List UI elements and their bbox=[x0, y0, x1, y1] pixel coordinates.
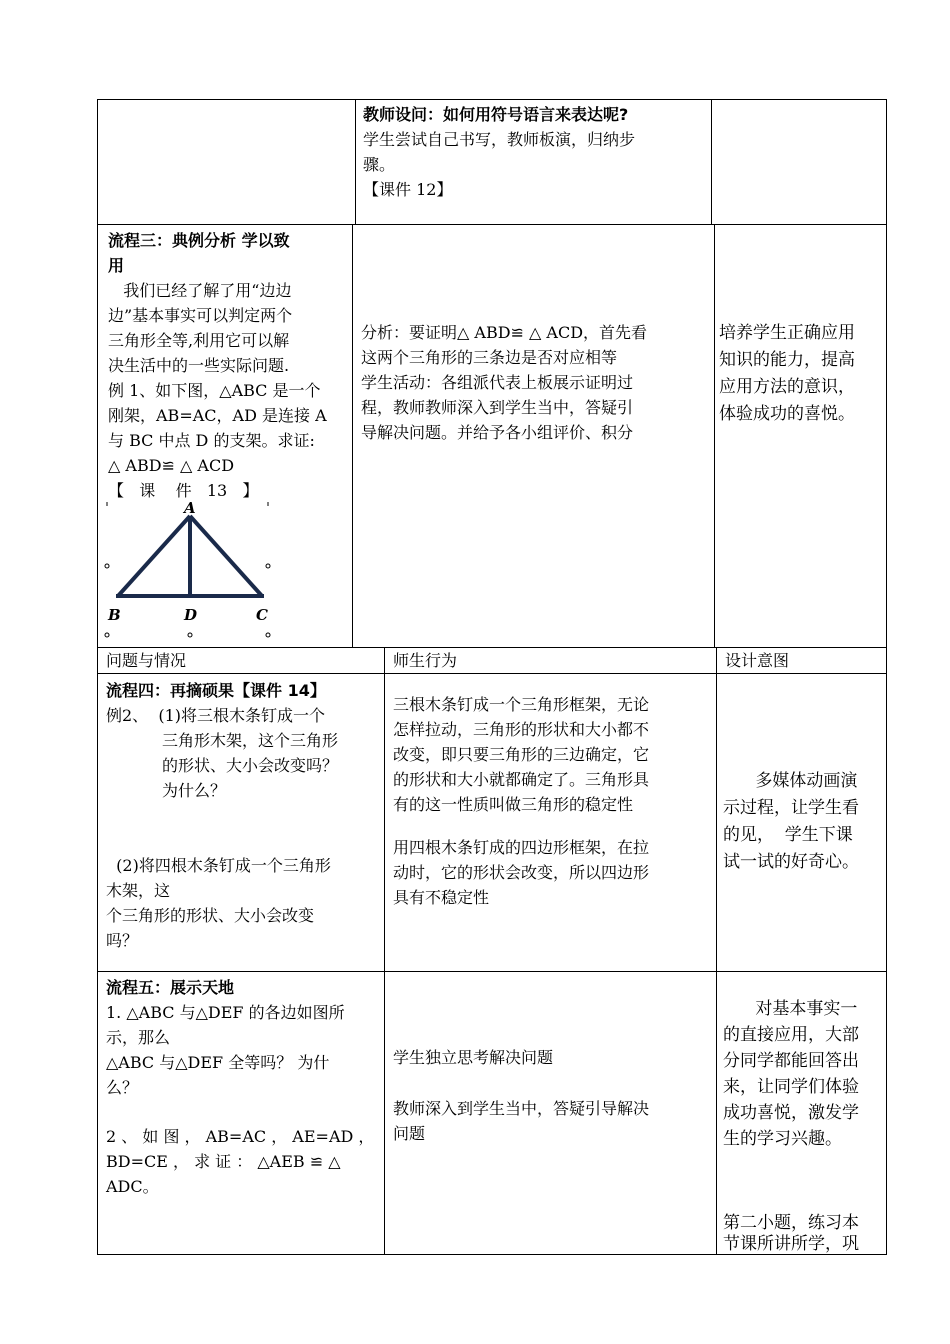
text-line: 用四根木条钉成的四边形框架，在拉 bbox=[393, 838, 650, 857]
label-d: D bbox=[184, 606, 198, 624]
col-separator bbox=[716, 647, 717, 1254]
text-line: 边”基本事实可以判定两个 bbox=[108, 306, 293, 325]
edge-ac bbox=[190, 516, 262, 596]
col-separator bbox=[714, 224, 715, 647]
handle-dot bbox=[105, 633, 109, 637]
courseware-ref: 【课件 12】 bbox=[363, 180, 453, 199]
triangle-figure bbox=[104, 496, 284, 642]
text-line: 与 BC 中点 D 的支架。求证: bbox=[108, 431, 315, 450]
text-line: 示过程，让学生看 bbox=[723, 798, 859, 818]
text-line: 的形状和大小就都确定了。三角形具 bbox=[393, 770, 650, 789]
text-line: 具有不稳定性 bbox=[393, 888, 490, 907]
text-line: 体验成功的喜悦。 bbox=[719, 404, 855, 424]
text-line: 来，让同学们体验 bbox=[723, 1077, 859, 1097]
text-line: 多媒体动画演 bbox=[723, 771, 858, 791]
text-line: 知识的能力，提高 bbox=[719, 350, 855, 370]
text-line: 应用方法的意识， bbox=[719, 377, 855, 397]
row4-mid-cell bbox=[385, 1043, 716, 1146]
text-line: 改变，即只要三角形的三边确定，它 bbox=[393, 745, 650, 764]
header-cell-behavior: 师生行为 bbox=[393, 651, 458, 670]
label-c: C bbox=[256, 606, 268, 624]
text-line: 决生活中的一些实际问题. bbox=[108, 356, 290, 375]
header-cell-situation: 问题与情况 bbox=[106, 651, 187, 670]
text-line: 示，那么 bbox=[106, 1028, 171, 1047]
text-line: 木架，这 bbox=[106, 881, 171, 900]
text-line: 的直接应用，大部 bbox=[723, 1025, 859, 1045]
text-line: ADC。 bbox=[106, 1177, 159, 1196]
row3-mid-cell bbox=[385, 690, 716, 910]
proof-goal: △ ABD≌ △ ACD bbox=[108, 456, 235, 475]
text-line: 学生独立思考解决问题 bbox=[393, 1048, 554, 1067]
text-line: 吗？ bbox=[106, 931, 139, 950]
row4-left-cell bbox=[98, 973, 384, 1199]
text-line: 问题 bbox=[393, 1124, 426, 1143]
row1-mid-cell bbox=[355, 100, 711, 202]
handle-dot bbox=[266, 633, 270, 637]
question-1: 1. △ABC 与△DEF 的各边如图所 bbox=[106, 1003, 345, 1022]
row-separator bbox=[97, 224, 887, 225]
row4-right-tail bbox=[717, 1211, 886, 1255]
text-line: 我们已经了解了用“边边 bbox=[108, 281, 292, 300]
row2-right-cell bbox=[715, 318, 886, 428]
table-border-right bbox=[886, 99, 887, 1255]
text-line: 试一试的好奇心。 bbox=[723, 852, 859, 872]
label-a: A bbox=[184, 499, 196, 517]
text-line: 为什么？ bbox=[162, 781, 227, 800]
text-line: 培养学生正确应用 bbox=[719, 323, 855, 343]
flow3-heading: 流程三：典例分析 学以致 bbox=[108, 231, 290, 250]
text-line: 三根木条钉成一个三角形框架，无论 bbox=[393, 695, 650, 714]
text-line: △ABC 与△DEF 全等吗？ 为什 bbox=[106, 1053, 330, 1072]
text-line: 的形状、大小会改变吗？ bbox=[162, 756, 339, 775]
text-line: 程，教师教师深入到学生当中，答疑引 bbox=[361, 398, 634, 417]
text-line: 三角形木架，这个三角形 bbox=[162, 731, 339, 750]
text-line: 的见， 学生下课 bbox=[723, 825, 853, 845]
text-line: 骤。 bbox=[363, 155, 396, 174]
example2-label: 例2、 (1)将三根木条钉成一个 bbox=[106, 706, 326, 725]
row3-right-cell bbox=[717, 766, 886, 876]
student-activity-line: 学生活动：各组派代表上板展示证明过 bbox=[361, 373, 634, 392]
flow3-heading-cont: 用 bbox=[108, 256, 125, 275]
col-separator bbox=[711, 99, 712, 224]
teacher-question-heading: 教师设问：如何用符号语言来表达呢? bbox=[363, 105, 629, 124]
text-line: 三角形全等,利用它可以解 bbox=[108, 331, 290, 350]
courseware-ref: 【 课 件 13 】 bbox=[108, 481, 259, 500]
text-line: 分同学都能回答出 bbox=[723, 1051, 859, 1071]
row4-right-cell bbox=[717, 994, 886, 1152]
text-line: 导解决问题。并给予各小组评价、积分 bbox=[361, 423, 634, 442]
question-2: 2 、 如 图 ， AB=AC ， AE=AD ， bbox=[106, 1127, 375, 1146]
handle-dot bbox=[105, 564, 109, 568]
edge-ab bbox=[118, 516, 190, 596]
row3-left-cell bbox=[98, 676, 384, 953]
row-separator bbox=[97, 971, 887, 972]
row2-mid-cell bbox=[353, 318, 714, 445]
handle-dot bbox=[188, 633, 192, 637]
text-line: 节课所讲所学，巩 bbox=[723, 1234, 859, 1254]
row2-left-cell bbox=[98, 226, 352, 503]
text-line: 例 1、如下图，△ABC 是一个 bbox=[108, 381, 321, 400]
text-line: 教师深入到学生当中，答疑引导解决 bbox=[393, 1099, 650, 1118]
text-line: 成功喜悦，激发学 bbox=[723, 1103, 859, 1123]
flow5-heading: 流程五：展示天地 bbox=[106, 978, 235, 997]
handle-dot bbox=[266, 564, 270, 568]
text-line: 怎样拉动，三角形的形状和大小都不 bbox=[393, 720, 650, 739]
text-line: 个三角形的形状、大小会改变 bbox=[106, 906, 315, 925]
text-line: BD=CE ， 求 证 ： △AEB ≌ △ bbox=[106, 1152, 341, 1171]
analysis-line: 分析：要证明△ ABD≌ △ ACD，首先看 bbox=[361, 323, 648, 342]
flow4-heading: 流程四：再摘硕果【课件 14】 bbox=[106, 681, 326, 700]
text-line: 动时，它的形状会改变，所以四边形 bbox=[393, 863, 650, 882]
text-line: 生的学习兴趣。 bbox=[723, 1129, 842, 1149]
text-line: 刚架，AB=AC，AD 是连接 A bbox=[108, 406, 327, 425]
row-separator bbox=[97, 673, 887, 674]
question-2: (2)将四根木条钉成一个三角形 bbox=[106, 856, 331, 875]
text-line: 有的这一性质叫做三角形的稳定性 bbox=[393, 795, 634, 814]
text-line: 么？ bbox=[106, 1078, 139, 1097]
label-b: B bbox=[108, 606, 121, 624]
text-line: 对基本事实一 bbox=[723, 999, 858, 1019]
header-cell-intent: 设计意图 bbox=[725, 651, 790, 670]
text-line: 学生尝试自己书写，教师板演，归纳步 bbox=[363, 130, 636, 149]
text-line: 第二小题，练习本 bbox=[723, 1213, 859, 1233]
text-line: 这两个三角形的三条边是否对应相等 bbox=[361, 348, 618, 367]
